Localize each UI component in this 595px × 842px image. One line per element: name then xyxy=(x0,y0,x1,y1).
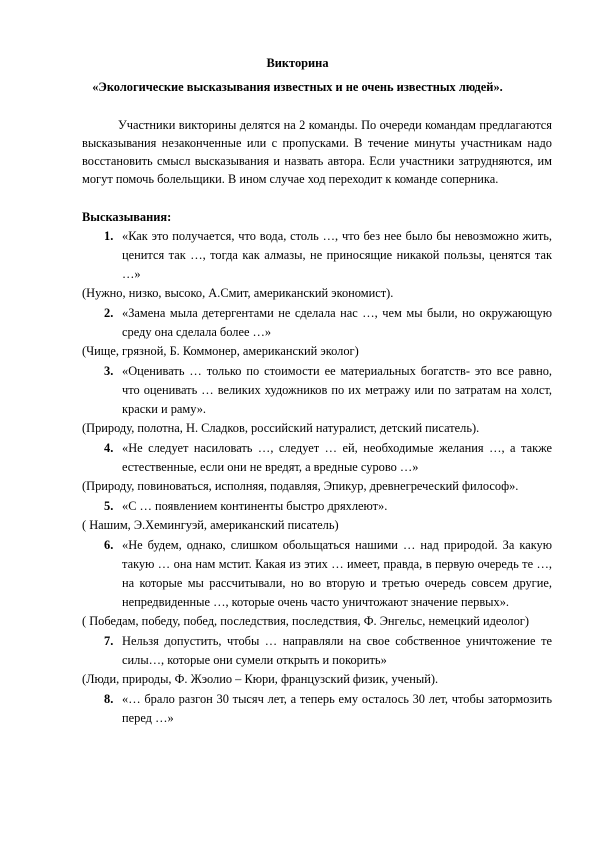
quote-text xyxy=(82,690,552,728)
answer-text: (Природу, полотна, Н. Сладков, российский натуралист, детский писатель). xyxy=(82,421,480,435)
answer-text: ( Победам, победу, побед, последствия, последствия, Ф. Энгельс, немецкий идеолог) xyxy=(82,614,530,628)
quote-text xyxy=(82,439,552,477)
list-item xyxy=(82,632,552,688)
item-number: 5. xyxy=(104,499,114,513)
quote-body: «Замена мыла детергентами не сделала нас …, чем мы были, но окружающую среду она сделала более …» xyxy=(122,306,552,339)
quote-text xyxy=(82,362,552,419)
quote-body: «Не будем, однако, слишком обольщаться нашими … над природой. За какую такую … она нам мстит. Какая из этих … имеет, правда, в первую очередь те …, на которые мы рассчитывали, но во вторую и третью очередь совсем другие, непредвиденные …, которые очень часто уничтожают значение первых». xyxy=(122,538,552,609)
item-number: 7. xyxy=(104,634,114,648)
item-number: 2. xyxy=(104,306,114,320)
quote-text xyxy=(82,632,552,670)
document-title: Викторина xyxy=(266,56,329,70)
answer-text: (Нужно, низко, высоко, А.Смит, американский экономист). xyxy=(82,286,394,300)
list-item xyxy=(82,536,552,630)
item-number: 3. xyxy=(104,364,114,378)
list-item xyxy=(82,304,552,360)
quote-text xyxy=(82,536,552,612)
quote-body: «Оценивать … только по стоимости ее материальных богатств- это все равно, что оценивать … великих художников по их метражу или по затратам на холст, краски и раму». xyxy=(122,364,552,416)
document-subtitle: «Экологические высказывания известных и не очень известных людей». xyxy=(92,80,503,94)
quote-body: «Как это получается, что вода, столь …, что без нее было бы невозможно жить, ценится так …, тогда как алмазы, не приносящие никакой пользы, ценятся так …» xyxy=(122,229,552,281)
section-heading: Высказывания: xyxy=(82,210,172,224)
item-number: 1. xyxy=(104,229,114,243)
list-item xyxy=(82,690,552,728)
quote-text xyxy=(82,497,552,516)
item-number: 4. xyxy=(104,441,114,455)
quote-body: «С … появлением континенты быстро дряхлеют». xyxy=(122,499,388,513)
answer-text: (Природу, повиноваться, исполняя, подавляя, Эпикур, древнегреческий философ». xyxy=(82,479,519,493)
item-number: 6. xyxy=(104,538,114,552)
answer-text: (Люди, природы, Ф. Жэолио – Кюри, французский физик, ученый). xyxy=(82,672,439,686)
list-item xyxy=(82,439,552,495)
quote-body: «Не следует насиловать …, следует … ей, необходимые желания …, а также естественные, если они не вредят, а вредные сурово …» xyxy=(122,441,552,474)
list-item xyxy=(82,362,552,437)
quote-text xyxy=(82,227,552,284)
quote-body: Нельзя допустить, чтобы … направляли на свое собственное уничтожение те силы…, которые они сумели открыть и покорить» xyxy=(122,634,552,667)
answer-text: ( Нашим, Э.Хемингуэй, американский писатель) xyxy=(82,518,339,532)
intro-paragraph: Участники викторины делятся на 2 команды. По очереди командам предлагаются высказывания незаконченные или с пропусками. В течение минуты участникам надо восстановить смысл высказывания и назвать автора. Если участники затрудняются, им могут помочь болельщики. В ином случае ход переходит к команде соперника. xyxy=(82,118,552,186)
quote-text xyxy=(82,304,552,342)
item-number: 8. xyxy=(104,692,114,706)
answer-text: (Чище, грязной, Б. Коммонер, американский эколог) xyxy=(82,344,359,358)
quotes-list xyxy=(82,227,552,728)
list-item xyxy=(82,497,552,534)
list-item xyxy=(82,227,552,302)
quote-body: «… брало разгон 30 тысяч лет, а теперь ему осталось 30 лет, чтобы затормозить перед …» xyxy=(122,692,552,725)
